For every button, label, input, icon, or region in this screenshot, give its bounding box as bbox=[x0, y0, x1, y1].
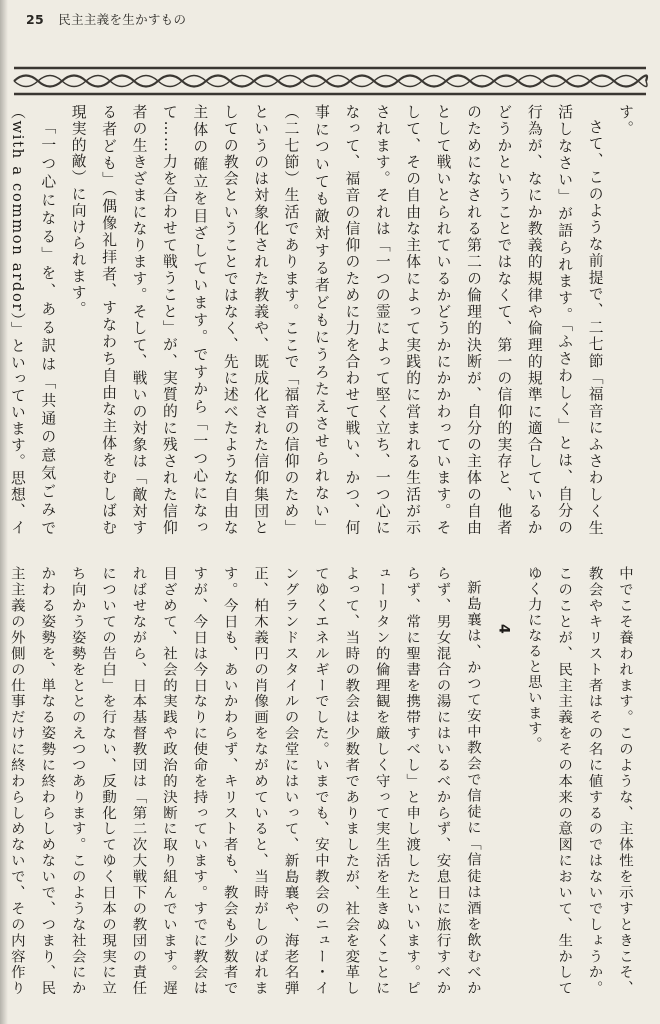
running-title: 民主主義を生かすもの bbox=[58, 12, 187, 27]
section-number: 4 bbox=[495, 624, 512, 635]
upper-text-block bbox=[8, 104, 640, 536]
decorative-rule bbox=[14, 64, 646, 98]
paragraph-continued: 中でこそ養われます。このような、主体性を示すときこそ、教会やキリスト者はその名に値するのではないでしょうか。このことが、民主主義をその本来の意図において、生かしてゆく力になると思います。 bbox=[525, 566, 633, 996]
running-header bbox=[26, 10, 186, 28]
paragraph: 新島襄は、かつて安中教会で信徒に「信徒は酒を飲むべからず、男女混合の湯にはいるべからず、安息日に旅行すべからず、常に聖書を携帯すべし」と申し渡したといいます。ピューリタン的倫理観を厳しく守って実生活を生きぬくことによって、当時の教会は少数者でありましたが、社会を変革してゆくエネルギーでした。いまでも、安中教会のニュー・イングランドスタイルの会堂にはいって、新島襄や、海老名弾正、柏木義円の肖像画をながめていると、当時がしのばれます。今日も、あいかわらず、キリスト者も、教会も少数者ですが、今日は今日なりに使命を持っています。すでに教会は目ざめて、社会的実践や政治的決断に取り組んでいます。遅ればせながら、日本基督教団は「第二次大戦下の教団の責任についての告白」を行ない、反動化してゆく日本の現実に立ち向かう姿勢をととのえつつあります。このような社会にかかわる姿勢を、単なる姿勢に終わらしめないで、つまり、民主主義の外側の仕事だけに終わらしめないで、その内容作り bbox=[8, 566, 481, 996]
page-number: 25 bbox=[26, 12, 44, 27]
paragraph-continued: す。 bbox=[617, 104, 634, 137]
paragraph: さて、このような前提で、二七節「福音にふさわしく生活しなさい」が語られます。「ふさわしく」とは、自分の行為が、なにか教義的規律や倫理的規準に適合しているかどうかということではなくて、第一の信仰的実存と、他者のためになされる第二の倫理的決断が、自分の主体の自由として戦いとられているかどうかにかかわっています。そして、その自由な主体によって実践的に営まれる生活が示されます。それは「一つの霊によって堅く立ち、一つ心になって、福音の信仰のために力を合わせて戦い、かつ、何事についても敵対する者どもにうろたえさせられない」（二七節）生活であります。ここで「福音の信仰のため」というのは対象化された教義や、既成化された信仰集団としての教会ということではなく、先に述べたような自由な主体の確立を目ざしています。ですから「一つ心になって……力を合わせて戦うこと」が、実質的に残された信仰者の生きざまになります。そして、戦いの対象は「敵対する者ども」（偶像礼拝者、すなわち自由な主体をむしばむ現実的敵）に向けられます。 bbox=[69, 104, 604, 536]
paragraph: 「一つ心になる」を、ある訳は「共通の意気ごみで（with a common ardor）」といっています。思想、イ bbox=[8, 104, 57, 536]
lower-text-block bbox=[8, 566, 640, 996]
